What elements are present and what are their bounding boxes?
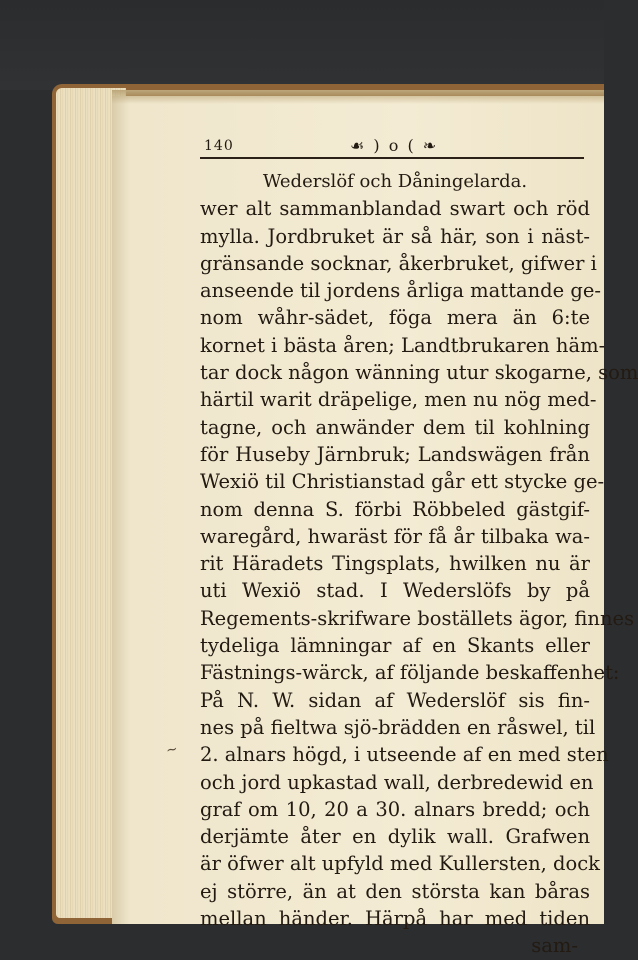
- text-line: nes på fieltwa sjö-brädden en råswel, til: [200, 715, 596, 739]
- text-line: ej större, än at den största kan båras: [200, 879, 590, 903]
- text-line: kornet i bästa åren; Landtbrukaren häm-: [200, 333, 606, 357]
- header-ornament: ☙ ) o ( ❧: [350, 136, 439, 155]
- text-line: rit Häradets Tingsplats, hwilken nu är: [200, 552, 590, 576]
- text-line: är öfwer alt upfyld med Kullersten, dock: [200, 852, 600, 876]
- text-line: gränsande socknar, åkerbruket, gifwer i: [200, 251, 597, 275]
- text-line: wer alt sammanblandad swart och röd: [200, 197, 590, 221]
- text-line: graf om 10, 20 a 30. alnars bredd; och: [200, 797, 590, 821]
- page-number: 140: [204, 138, 234, 154]
- text-line: tagne, och anwänder dem til kohlning: [200, 415, 590, 439]
- text-line: för Huseby Järnbruk; Landswägen från: [200, 442, 590, 466]
- text-line: uti Wexiö stad. I Wederslöfs by på: [200, 579, 590, 603]
- text-line: anseende til jordens årliga mattande ge-: [200, 279, 601, 303]
- catchword: sam-: [531, 934, 578, 958]
- text-line: härtil warit dräpelige, men nu nög med-: [200, 388, 597, 412]
- text-line: Regements-skrifware boställets ägor, finnes: [200, 606, 635, 630]
- text-line: nom denna S. förbi Röbbeled gästgif-: [200, 497, 590, 521]
- margin-pen-mark: ~: [164, 740, 180, 760]
- text-line: Wexiö til Christianstad går ett stycke ge-: [200, 470, 605, 494]
- text-line: tar dock någon wänning utur skogarne, som: [200, 361, 638, 385]
- body-text: [200, 168, 638, 960]
- text-line: derjämte åter en dylik wall. Grafwen: [200, 825, 590, 849]
- page-content: [200, 132, 638, 960]
- backdrop: [0, 0, 604, 90]
- page-shadow: [112, 90, 604, 104]
- running-header: [200, 132, 590, 158]
- text-line: På N. W. sidan af Wederslöf sis fin-: [200, 688, 590, 712]
- text-line: nom wåhr-sädet, föga mera än 6:te: [200, 306, 590, 330]
- text-line: 2. alnars högd, i utseende af en med sten: [200, 743, 609, 767]
- text-line: mylla. Jordbruket är så här, son i näst-: [200, 224, 590, 248]
- text-line: och jord upkastad wall, derbredewid en: [200, 770, 594, 794]
- text-line: waregård, hwaräst för få år tilbaka wa-: [200, 524, 590, 548]
- text-line: mellan händer. Härpå har med tiden: [200, 907, 590, 931]
- text-line: Fästnings-wärck, af följande beskaffenhet:: [200, 661, 620, 685]
- header-rule: [200, 157, 584, 159]
- text-line: tydeliga lämningar af en Skants eller: [200, 634, 590, 658]
- section-title: Wederslöf och Dåningelarda.: [262, 171, 528, 192]
